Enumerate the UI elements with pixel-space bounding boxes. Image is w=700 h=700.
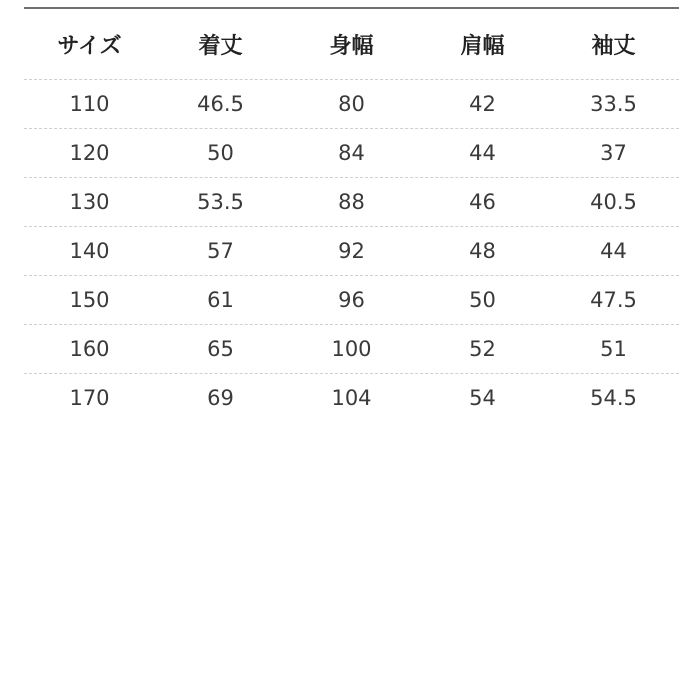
header-length: 着丈 [198, 33, 243, 59]
table-row [24, 227, 679, 276]
cell-sleeve-length: 40.5 [590, 190, 637, 214]
header-sleeve-length: 袖丈 [591, 33, 636, 59]
cell-chest-width: 80 [338, 92, 365, 116]
cell-shoulder-width: 52 [469, 337, 496, 361]
cell-sleeve-length: 37 [600, 141, 627, 165]
cell-shoulder-width: 46 [469, 190, 496, 214]
table-row [24, 325, 679, 374]
cell-chest-width: 92 [338, 239, 365, 263]
table-row [24, 178, 679, 227]
cell-shoulder-width: 54 [469, 386, 496, 410]
cell-sleeve-length: 44 [600, 239, 627, 263]
cell-length: 65 [207, 337, 234, 361]
cell-length: 46.5 [197, 92, 244, 116]
cell-size: 110 [69, 92, 110, 116]
cell-size: 130 [69, 190, 110, 214]
cell-chest-width: 84 [338, 141, 365, 165]
cell-length: 57 [207, 239, 234, 263]
table-row [24, 374, 679, 422]
cell-sleeve-length: 47.5 [590, 288, 637, 312]
cell-length: 53.5 [197, 190, 244, 214]
cell-chest-width: 88 [338, 190, 365, 214]
table-header-row [24, 9, 679, 80]
table-row [24, 80, 679, 129]
cell-length: 50 [207, 141, 234, 165]
header-shoulder-width: 肩幅 [460, 33, 505, 59]
cell-chest-width: 104 [331, 386, 372, 410]
cell-shoulder-width: 44 [469, 141, 496, 165]
cell-length: 61 [207, 288, 234, 312]
cell-size: 120 [69, 141, 110, 165]
header-size: サイズ [57, 33, 122, 59]
cell-sleeve-length: 51 [600, 337, 627, 361]
table-row [24, 129, 679, 178]
cell-shoulder-width: 42 [469, 92, 496, 116]
cell-size: 140 [69, 239, 110, 263]
cell-size: 160 [69, 337, 110, 361]
cell-chest-width: 96 [338, 288, 365, 312]
cell-chest-width: 100 [331, 337, 372, 361]
cell-length: 69 [207, 386, 234, 410]
cell-shoulder-width: 48 [469, 239, 496, 263]
cell-shoulder-width: 50 [469, 288, 496, 312]
table-row [24, 276, 679, 325]
cell-size: 150 [69, 288, 110, 312]
size-chart-table [24, 7, 679, 422]
cell-size: 170 [69, 386, 110, 410]
cell-sleeve-length: 54.5 [590, 386, 637, 410]
cell-sleeve-length: 33.5 [590, 92, 637, 116]
header-chest-width: 身幅 [329, 33, 374, 59]
